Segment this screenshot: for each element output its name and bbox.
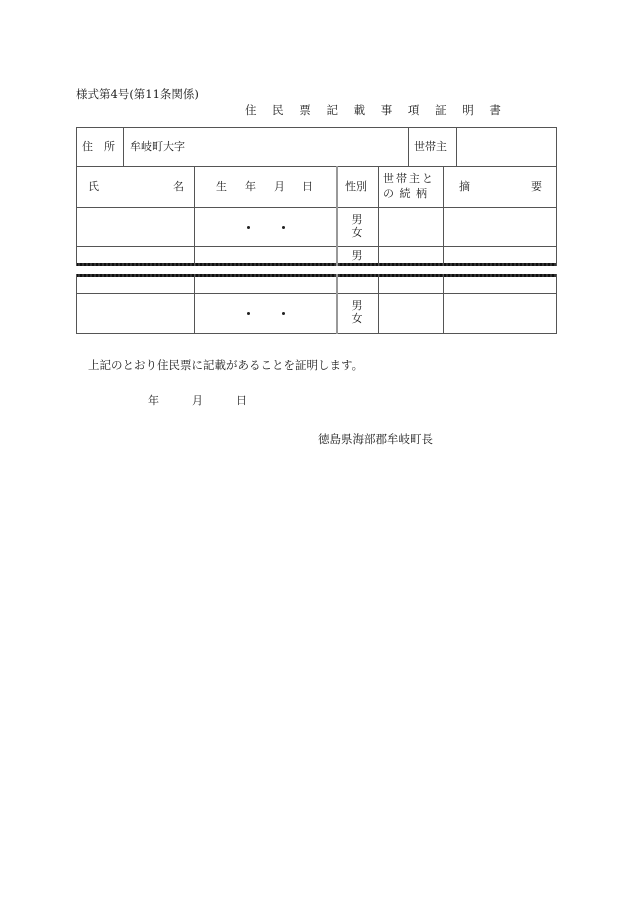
- form-number: 様式第4号(第11条関係): [76, 87, 199, 101]
- birthdate-header-char: 日: [302, 180, 313, 193]
- sex-header: 性別: [345, 180, 367, 193]
- date-day-label: 日: [236, 394, 247, 407]
- sex-option-male[interactable]: 男: [351, 249, 363, 262]
- col-divider: [443, 166, 444, 266]
- document-title: 住 民 票 記 載 事 項 証 明 書: [245, 103, 507, 117]
- table-border-bottom: [76, 333, 557, 334]
- relationship-header-line2: の 続 柄: [383, 187, 428, 200]
- certification-statement: 上記のとおり住民票に記載があることを証明します。: [88, 358, 364, 372]
- row-divider: [76, 293, 557, 294]
- table-border-top: [76, 127, 557, 128]
- head-of-household-label: 世帯主: [414, 140, 447, 153]
- row-divider: [76, 207, 557, 208]
- birthdate-separator-dot: [282, 226, 285, 229]
- relationship-header-line1: 世帯主と: [383, 172, 435, 185]
- col-divider: [378, 274, 379, 334]
- table-border-right: [556, 274, 557, 334]
- date-year-label: 年: [148, 394, 159, 407]
- col-divider: [378, 166, 379, 266]
- omission-break-line-top: [76, 263, 557, 266]
- col-divider: [194, 274, 195, 334]
- table-border-left: [76, 127, 77, 266]
- head-of-household-value[interactable]: [462, 141, 552, 155]
- name-header-right: 名: [173, 180, 184, 193]
- row-divider: [76, 166, 557, 167]
- col-divider: [443, 274, 444, 334]
- sex-option-female[interactable]: 女: [351, 226, 363, 239]
- birthdate-separator-dot: [282, 312, 285, 315]
- sex-option-male[interactable]: 男: [351, 213, 363, 226]
- col-divider: [336, 166, 338, 266]
- sex-option-female[interactable]: 女: [351, 312, 363, 325]
- date-month-label: 月: [192, 394, 203, 407]
- address-label: 住 所: [82, 140, 115, 153]
- name-header-left: 氏: [88, 180, 99, 193]
- col-divider: [456, 127, 457, 166]
- col-divider: [123, 127, 124, 166]
- table-border-left: [76, 274, 77, 334]
- remarks-header-left: 摘: [459, 180, 470, 193]
- omission-break-line-bottom: [76, 274, 557, 277]
- table-border-right: [556, 127, 557, 266]
- remarks-header-right: 要: [531, 180, 542, 193]
- sex-option-male[interactable]: 男: [351, 299, 363, 312]
- col-divider: [336, 274, 338, 334]
- col-divider: [408, 127, 409, 166]
- birthdate-separator-dot: [247, 226, 250, 229]
- issuer-signature: 徳島県海部郡牟岐町長: [318, 432, 433, 446]
- birthdate-separator-dot: [247, 312, 250, 315]
- issue-date: [148, 392, 247, 408]
- address-value[interactable]: 牟岐町大字: [130, 140, 185, 153]
- birthdate-header-char: 月: [274, 180, 285, 193]
- col-divider: [194, 166, 195, 266]
- row-divider: [76, 246, 557, 247]
- birthdate-header-char: 年: [245, 180, 256, 193]
- birthdate-header-char: 生: [216, 180, 227, 193]
